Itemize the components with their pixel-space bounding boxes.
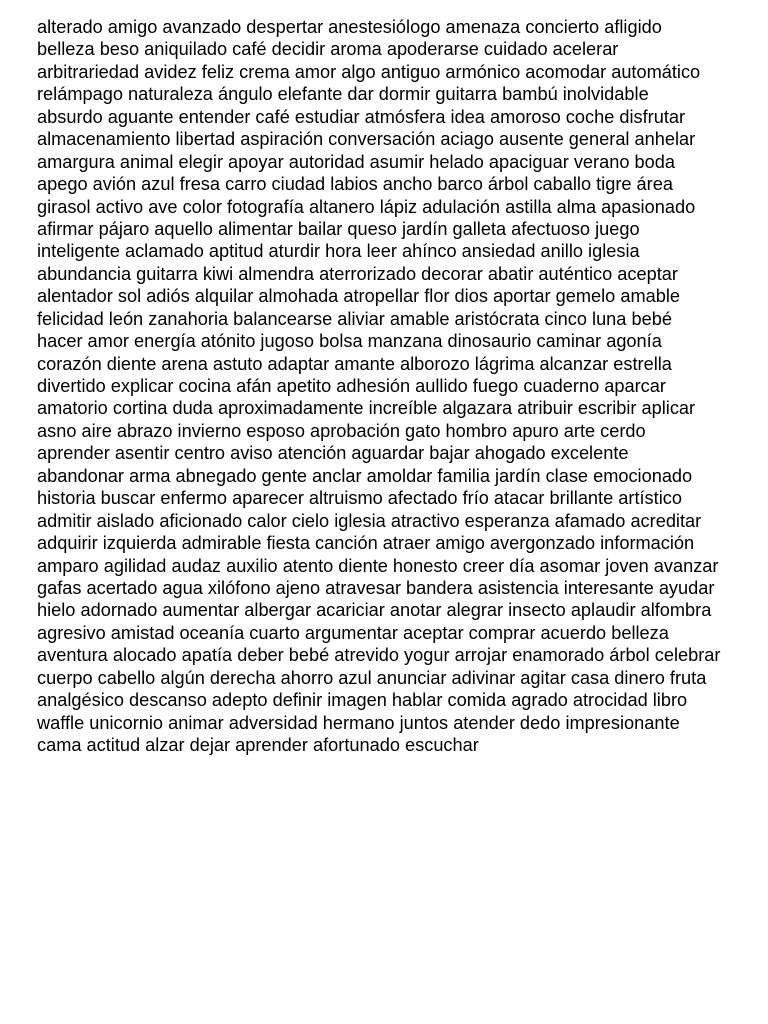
text-line: alterado amigo avanzado despertar anestesiólogo amenaza concierto afligido	[37, 17, 662, 37]
text-line: corazón diente arena astuto adaptar amante alborozo lágrima alcanzar estrella	[37, 353, 672, 374]
text-line: hielo adornado aumentar albergar acariciar anotar alegrar insecto aplaudir alfombra	[37, 600, 712, 621]
text-line: historia buscar enfermo aparecer altruismo afectado frío atacar brillante artístico	[37, 488, 682, 509]
text-line: inteligente aclamado aptitud aturdir hora leer ahínco ansiedad anillo iglesia	[37, 241, 640, 262]
text-line: gafas acertado agua xilófono ajeno atravesar bandera asistencia interesante ayudar	[37, 577, 715, 598]
text-line: afirmar pájaro aquello alimentar bailar queso jardín galleta afectuoso juego	[37, 218, 640, 239]
text-line: amargura animal elegir apoyar autoridad asumir helado apaciguar verano boda	[37, 151, 675, 172]
text-line: hacer amor energía atónito jugoso bolsa manzana dinosaurio caminar agonía	[37, 331, 662, 352]
text-line: amatorio cortina duda aproximadamente increíble algazara atribuir escribir aplicar	[37, 398, 696, 419]
text-line: adquirir izquierda admirable fiesta canción atraer amigo avergonzado información	[37, 533, 695, 554]
text-line: divertido explicar cocina afán apetito adhesión aullido fuego cuaderno aparcar	[37, 376, 666, 396]
text-line: abandonar arma abnegado gente anclar amoldar familia jardín clase emocionado	[37, 465, 693, 486]
text-line: cuerpo cabello algún derecha ahorro azul anunciar adivinar agitar casa dinero fruta	[37, 667, 707, 688]
text-line: belleza beso aniquilado café decidir aroma apoderarse cuidado acelerar	[37, 39, 619, 60]
text-line: cama actitud alzar dejar aprender afortunado escuchar	[37, 735, 479, 755]
text-line: relámpago naturaleza ángulo elefante dar dormir guitarra bambú inolvidable	[37, 84, 649, 105]
text-line: analgésico descanso adepto definir imagen hablar comida agrado atrocidad libro	[37, 690, 688, 711]
text-line: alentador sol adiós alquilar almohada atropellar flor dios aportar gemelo amable	[37, 286, 681, 307]
text-line: almacenamiento libertad aspiración conversación aciago ausente general anhelar	[37, 129, 696, 150]
text-line: girasol activo ave color fotografía altanero lápiz adulación astilla alma apasionado	[37, 196, 696, 217]
text-line: absurdo aguante entender café estudiar atmósfera idea amoroso coche disfrutar	[37, 106, 686, 127]
text-line: aventura alocado apatía deber bebé atrevido yogur arrojar enamorado árbol celebrar	[37, 645, 721, 666]
text-line: arbitrariedad avidez feliz crema amor algo antiguo armónico acomodar automático	[37, 61, 701, 82]
text-line: waffle unicornio animar adversidad hermano juntos atender dedo impresionante	[37, 712, 680, 733]
text-line: amparo agilidad audaz auxilio atento diente honesto creer día asomar joven avanzar	[37, 555, 719, 576]
text-line: apego avión azul fresa carro ciudad labios ancho barco árbol caballo tigre área	[37, 174, 673, 195]
text-line: felicidad león zanahoria balancearse aliviar amable aristócrata cinco luna bebé	[37, 308, 672, 329]
word-list-text-block	[37, 16, 768, 756]
text-line: asno aire abrazo invierno esposo aprobación gato hombro apuro arte cerdo	[37, 420, 646, 441]
text-line: abundancia guitarra kiwi almendra aterrorizado decorar abatir auténtico aceptar	[37, 263, 678, 284]
text-line: agresivo amistad oceanía cuarto argumentar aceptar comprar acuerdo belleza	[37, 622, 669, 643]
text-line: admitir aislado aficionado calor cielo iglesia atractivo esperanza afamado acreditar	[37, 510, 702, 531]
text-line: aprender asentir centro aviso atención aguardar bajar ahogado excelente	[37, 443, 629, 464]
